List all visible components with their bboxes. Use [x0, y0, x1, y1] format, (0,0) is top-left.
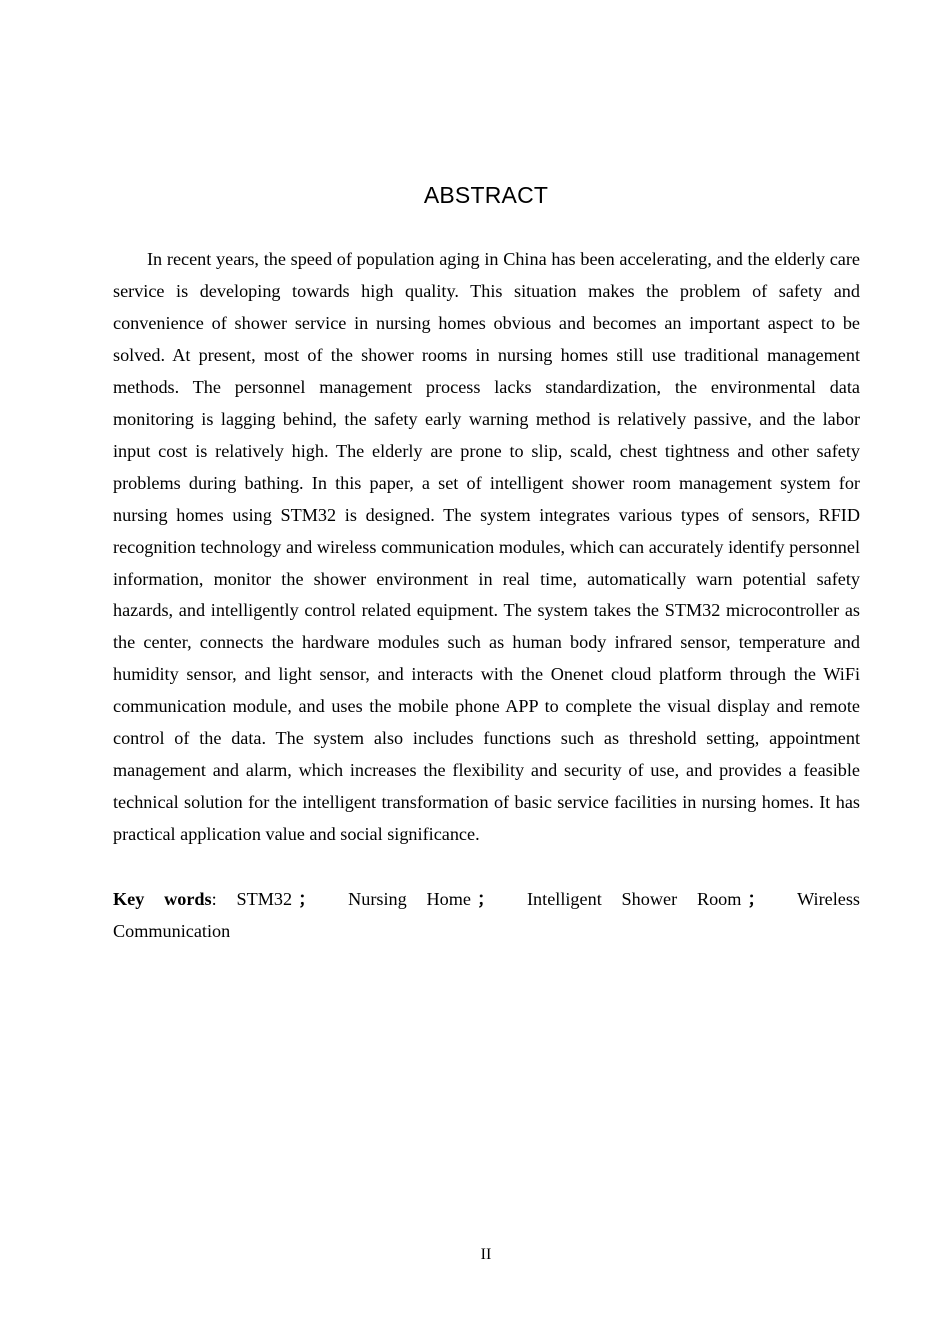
keywords-colon: : — [211, 889, 217, 909]
abstract-title: ABSTRACT — [423, 182, 549, 208]
keyword-separator: ； — [476, 889, 496, 909]
keywords-label: Key words — [113, 889, 212, 909]
keyword-item: Intelligent Shower Room — [527, 889, 742, 909]
keyword-item: STM32 — [236, 889, 293, 909]
keywords-line — [113, 883, 860, 947]
keyword-item: Nursing Home — [348, 889, 471, 909]
keyword-item: Wireless Communication — [113, 889, 860, 941]
keyword-separator: ； — [747, 889, 766, 909]
keyword-separator: ； — [298, 889, 317, 909]
page-number: II — [480, 1246, 492, 1263]
abstract-paragraph: In recent years, the speed of population aging in China has been accelerating, and the elderly care service is developing towards high quality. This situation makes the problem of safety and convenience of shower service in nursing homes obvious and becomes an important aspect to be solved. At present, most of the shower rooms in nursing homes still use traditional management methods. The personnel management process lacks standardization, the environmental data monitoring is lagging behind, the safety early warning method is relatively passive, and the labor input cost is relatively high. The elderly are prone to slip, scald, chest tightness and other safety problems during bathing. In this paper, a set of intelligent shower room management system for nursing homes using STM32 is designed. The system integrates various types of sensors, RFID recognition technology and wireless communication modules, which can accurately identify personnel information, monitor the shower environment in real time, automatically warn potential safety hazards, and intelligently control related equipment. The system takes the STM32 microcontroller as the center, connects the hardware modules such as human body infrared sensor, temperature and humidity sensor, and light sensor, and interacts with the Onenet cloud platform through the WiFi communication module, and uses the mobile phone APP to complete the visual display and remote control of the data. The system also includes functions such as threshold setting, appointment management and alarm, which increases the flexibility and security of use, and provides a feasible technical solution for the intelligent transformation of basic service facilities in nursing homes. It has practical application value and social significance. — [113, 249, 860, 845]
